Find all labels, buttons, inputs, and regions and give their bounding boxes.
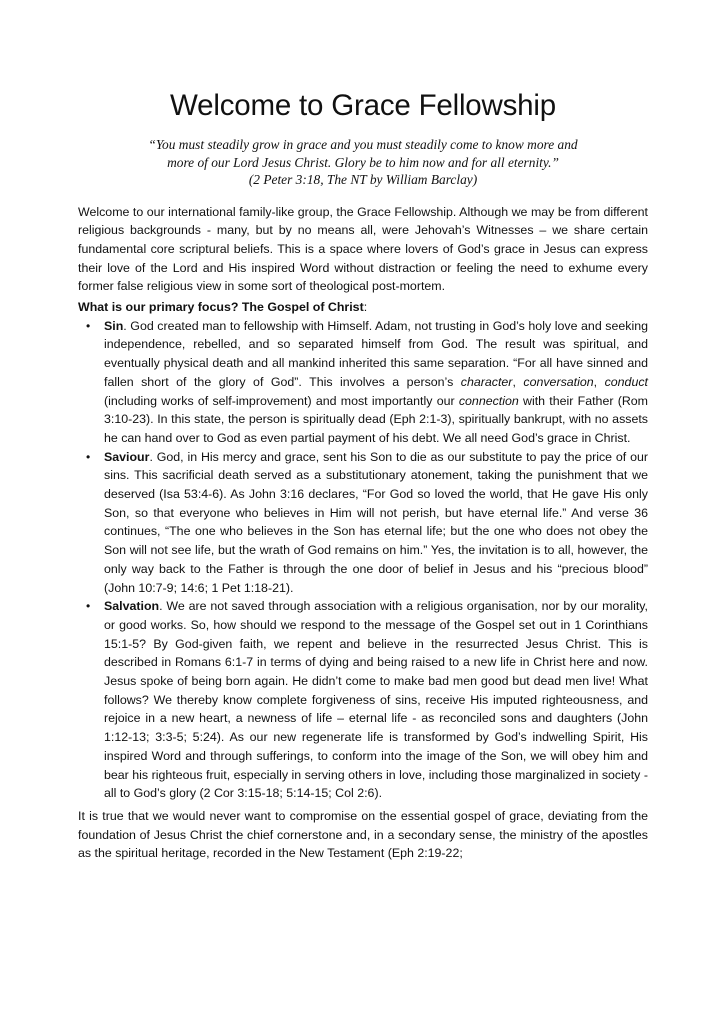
list-item-salvation xyxy=(78,597,648,803)
section-heading xyxy=(78,298,648,317)
emphasis-text: conversation xyxy=(523,374,594,389)
document-page xyxy=(78,88,648,863)
point-term: Salvation xyxy=(104,599,160,614)
point-body: with their Father (Rom 3:10-23). In this state, the person is spiritually dead (Eph 2:1-3), spiritually bankrupt, with no assets he can hand over to God as even partial payment of his debt. We all need God’s grace in Christ. xyxy=(104,393,648,445)
bullet-icon: • xyxy=(86,318,91,333)
point-text xyxy=(104,448,648,598)
section-heading-text: What is our primary focus? The Gospel of Christ xyxy=(78,300,364,315)
list-item-saviour xyxy=(78,448,648,598)
point-text xyxy=(104,317,648,448)
point-body: . God created man to fellowship with Himself. Adam, not trusting in God’s holy love and seeking independence, rebelled, and so separated himself from God. The result was spiritual, and eventually physical death and all mankind inherited this same separation. “For all have sinned and fallen short of the glory of God”. This involves a person’s xyxy=(104,318,648,389)
separator: , xyxy=(593,374,605,389)
bullet-icon: • xyxy=(86,449,91,464)
emphasis-text: character xyxy=(460,374,513,389)
quote-line-1: “You must steadily grow in grace and you must steadily come to know more and xyxy=(148,137,578,152)
point-term: Saviour xyxy=(104,449,150,464)
section-heading-colon: : xyxy=(363,300,368,315)
epigraph-quote xyxy=(78,136,648,189)
point-body: . We are not saved through association with a religious organisation, nor by our morality, or good works. So, how should we respond to the message of the Gospel set out in 1 Corinthians 15:1-5? By God-given faith, we repent and believe in the resurrected Jesus Christ. This is described in Romans 6:1-7 in terms of dying and being raised to a new life in Christ here and now. Jesus spoke of being born again. He didn’t come to make bad men good but dead men live! What follows? We thereby know complete forgiveness of sins, receive His imputed righteousness, and rejoice in a new heart, a newness of life – eternal life - as reconciled sons and daughters (John 1:12-13; 3:3-5; 5:24). As our new regenerate life is transformed by God’s indwelling Spirit, His inspired Word and through sufferings, to conform into the image of the Son, we will obey him and bear his righteous fruit, especially in serving others in love, including those marginalized in society - all to God’s glory (2 Cor 3:15-18; 5:14-15; Col 2:6). xyxy=(104,599,648,801)
list-item-sin xyxy=(78,317,648,448)
bullet-icon: • xyxy=(86,599,91,614)
quote-citation: (2 Peter 3:18, The NT by William Barclay) xyxy=(248,172,478,187)
emphasis-text: connection xyxy=(458,393,519,408)
quote-line-2: more of our Lord Jesus Christ. Glory be to him now and for all eternity.” xyxy=(167,154,559,170)
point-text xyxy=(104,597,648,803)
point-body: (including works of self-improvement) and most importantly our xyxy=(104,393,459,408)
gospel-points-list xyxy=(78,317,648,803)
page-title: Welcome to Grace Fellowship xyxy=(170,89,556,122)
closing-paragraph: It is true that we would never want to compromise on the essential gospel of grace, deviating from the foundation of Jesus Christ the chief cornerstone and, in a secondary sense, the ministry of the apostles as the spiritual heritage, recorded in the New Testament (Eph 2:19-22; xyxy=(78,809,648,861)
point-term: Sin xyxy=(104,318,124,333)
separator: , xyxy=(512,374,524,389)
intro-paragraph: Welcome to our international family-like group, the Grace Fellowship. Although we may be from different religious backgrounds - many, but by no means all, were Jehovah’s Witnesses – we share certain fundamental core scriptural beliefs. This is a space where lovers of God’s grace in Jesus can express their love of the Lord and His inspired Word without distraction or feeling the need to exhume every former false religious view in some sort of theological post-mortem. xyxy=(78,204,648,294)
point-body: . God, in His mercy and grace, sent his Son to die as our substitute to pay the price of our sins. This sacrificial death served as a substitutionary atonement, taking the punishment that we deserved (Isa 53:4-6). As John 3:16 declares, “For God so loved the world, that He gave His only Son, so that everyone who believes in Him will not perish, but have eternal life.” And verse 36 continues, “The one who believes in the Son has eternal life; but the one who does not obey the Son will not see life, but the wrath of God remains on him.” Yes, the invitation is to all, however, the only way back to the Father is through the one door of belief in Jesus and his “precious blood” (John 10:7-9; 14:6; 1 Pet 1:18-21). xyxy=(104,449,648,595)
emphasis-text: conduct xyxy=(604,374,648,389)
